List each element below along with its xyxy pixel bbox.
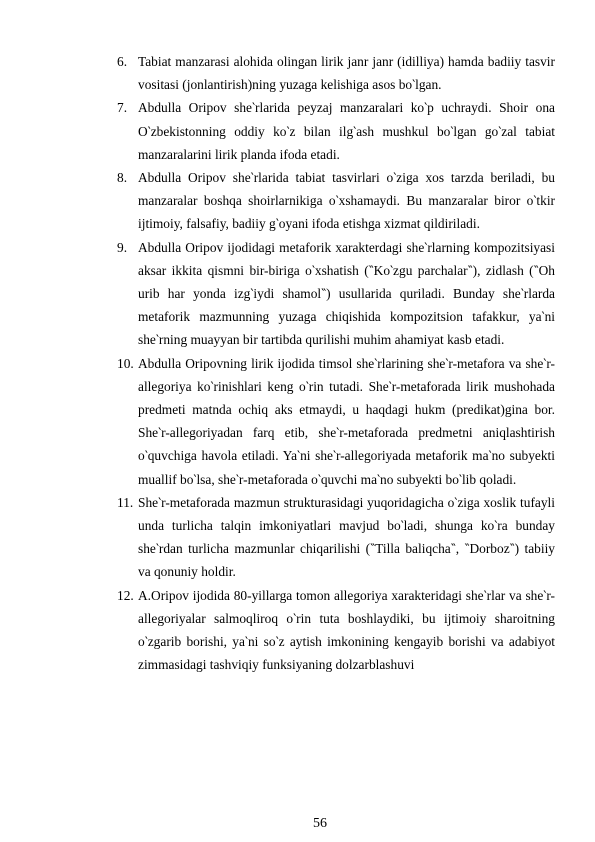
conclusions-list	[117, 50, 555, 676]
page-number: 56	[313, 816, 327, 831]
list-item-number: 7.	[117, 100, 128, 116]
list-item-number: 8.	[117, 170, 128, 186]
list-item-text: Abdulla Oripovning lirik ijodida timsol she‵rlarining she‵r-metafora va she‵r-allegoriya ko‵rinishlari keng o‵rin tutadi. She‵r-metaforada lirik mushohada predmeti matnda ochiq aks etmaydi, u haqdagi hukm (predikat)gina bor. She‵r-allegoriyadan farq etib, she‵r-metaforada predmetni aniqlashtirish o‵quvchiga havola etiladi. Ya‵ni she‵r-allegoriyada metaforik ma‵no subyekti muallif bo‵lsa, she‵r-metaforada o‵quvchi ma‵no subyekti bo‵lib qoladi.	[138, 355, 555, 487]
list-item	[117, 491, 555, 584]
list-item-text: Abdulla Oripov she‵rlarida tabiat tasvirlari o‵ziga xos tarzda beriladi, bu manzaralar boshqa shoirlarnikiga o‵xshamaydi. Bu manzaralar biror o‵tkir ijtimoiy, falsafiy, badiiy g‵oyani ifoda etishga xizmat qildiriladi.	[138, 170, 555, 232]
list-item-number: 6.	[117, 54, 128, 69]
list-item	[117, 584, 555, 677]
list-item-text: Tabiat manzarasi alohida olingan lirik janr janr (idilliya) hamda badiiy tasvir vositasi (jonlantirish)ning yuzaga kelishiga asos bo‵lgan.	[138, 54, 555, 93]
list-item-text: A.Oripov ijodida 80-yillarga tomon allegoriya xarakteridagi she‵rlar va she‵r-allegoriyalar salmoqliroq o‵rin tuta boshlaydiki, bu ijtimoiy sharoitning o‵zgarib borishi, ya‵ni so‵z aytish imkonining kengayib borishi va adabiyot zimmasidagi tashviqiy funksiyaning dolzarblashuvi	[138, 587, 555, 673]
list-item-text: She‵r-metaforada mazmun strukturasidagi yuqoridagicha o‵ziga xoslik tufayli unda turlicha talqin imkoniyatlari mavjud bo‵ladi, shunga ko‵ra bunday she‵rdan turlicha mazmunlar chiqarilishi (‶Tilla baliqcha‶, ‶Dorboz‶) tabiiy va qonuniy holdir.	[138, 494, 555, 580]
list-item	[117, 50, 555, 96]
list-item-number: 10.	[117, 355, 134, 371]
list-item	[117, 352, 555, 491]
list-item-text: Abdulla Oripov she‵rlarida peyzaj manzaralari ko‵p uchraydi. Shoir ona O‵zbekistonning oddiy ko‵z bilan ilg‵ash mushkul bo‵lgan go‵zal tabiat manzaralarini lirik planda ifoda etadi.	[138, 100, 555, 162]
list-item-number: 9.	[117, 239, 128, 255]
list-item	[117, 236, 555, 352]
list-item-text: Abdulla Oripov ijodidagi metaforik xarakterdagi she‵rlarning kompozitsiyasi aksar ikkita qismni bir-biriga o‵xshatish (‶Ko‵zgu parchalar‶), zidlash (‶Oh urib har yonda izg‵iydi shamol‶) usullarida quriladi. Bunday she‵rlarda metaforik mazmunning yuzaga chiqishida kompozitsion tafakkur, ya‵ni she‵rning muayyan bir tartibda qurilishi muhim ahamiyat kasb etadi.	[138, 239, 555, 348]
list-item	[117, 96, 555, 166]
list-item-number: 11.	[117, 494, 134, 510]
list-item-number: 12.	[117, 587, 134, 603]
list-item	[117, 166, 555, 236]
